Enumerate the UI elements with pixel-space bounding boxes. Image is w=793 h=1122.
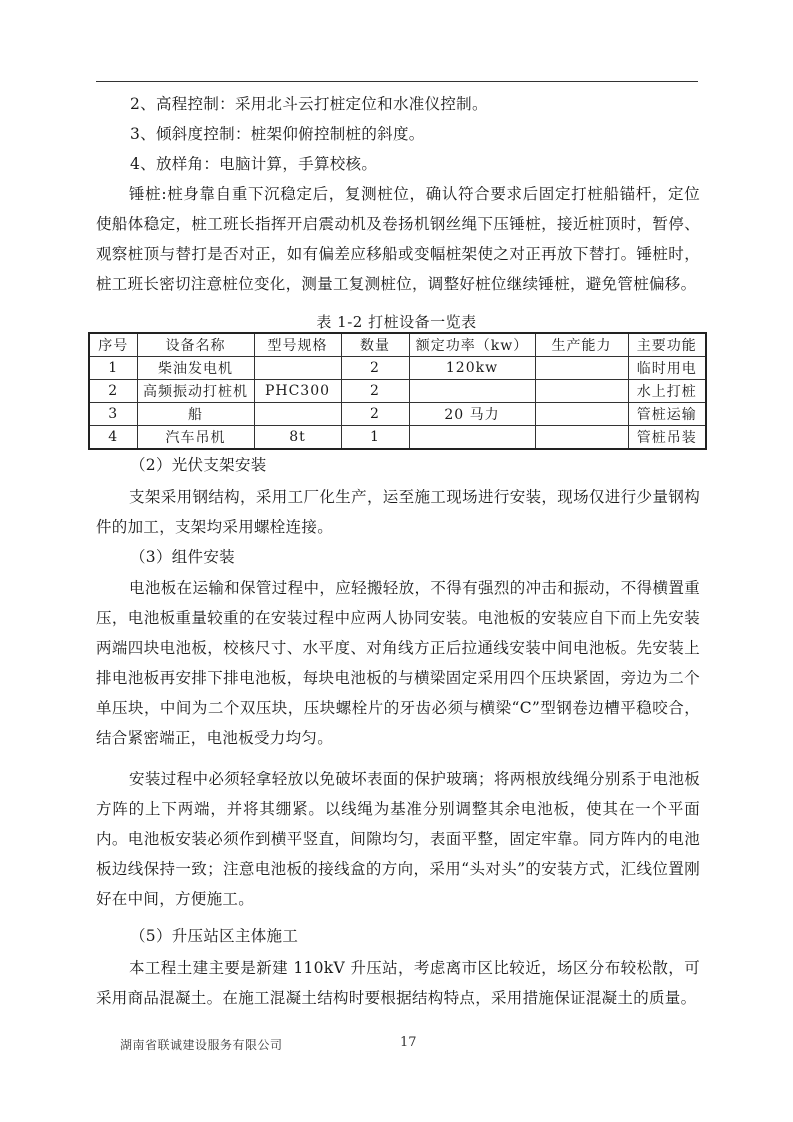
header-model: 型号规格 (254, 333, 341, 357)
table-row (89, 380, 706, 403)
header-index: 序号 (89, 333, 137, 357)
cell-equipment-name: 汽车吊机 (137, 426, 254, 450)
cell-function: 水上打桩 (628, 380, 706, 403)
header-function: 主要功能 (628, 333, 706, 357)
cell-index: 4 (89, 426, 137, 450)
cell-index: 1 (89, 357, 137, 380)
page-number: 17 (400, 1035, 417, 1050)
section-5-body: 本工程土建主要是新建 110kV 升压站，考虑离市区比较近，场区分布较松散，可采用商品混凝土。在施工混凝土结构时要根据结构特点，采用措施保证混凝土的质量。 (96, 959, 700, 1007)
item-elevation-control: 2、高程控制：采用北斗云打桩定位和水准仪控制。 (130, 95, 488, 113)
cell-capacity (535, 426, 628, 450)
cell-rated-power: 120kw (409, 357, 535, 380)
cell-rated-power (409, 380, 535, 403)
cell-rated-power (409, 426, 535, 450)
section-2-heading: （2）光伏支架安装 (130, 456, 267, 474)
item-layout-angle: 4、放样角：电脑计算，手算校核。 (130, 155, 378, 173)
header-capacity: 生产能力 (535, 333, 628, 357)
section-3-body-2: 安装过程中必须轻拿轻放以免破坏表面的保护玻璃；将两根放线绳分别系于电池板方阵的上下两端，并将其绷紧。以线绳为基准分别调整其余电池板，使其在一个平面内。电池板安装必须作到横平竖直，间隙均匀，表面平整，固定牢靠。同方阵内的电池板边线保持一致；注意电池板的接线盒的方向，采用“头对头”的安装方式，汇线位置刚好在中间，方便施工。 (96, 770, 700, 908)
footer-company: 湖南省联诚建设服务有限公司 (120, 1038, 283, 1052)
table-caption: 表 1-2 打桩设备一览表 (316, 313, 477, 331)
cell-capacity (535, 403, 628, 426)
table-row (89, 403, 706, 426)
cell-capacity (535, 357, 628, 380)
cell-index: 2 (89, 380, 137, 403)
cell-function: 管桩运输 (628, 403, 706, 426)
section-3-body-1: 电池板在运输和保管过程中，应轻搬轻放，不得有强烈的冲击和振动，不得横置重压，电池板重量较重的在安装过程中应两人协同安装。电池板的安装应自下而上先安装两端四块电池板，校核尺寸、水平度、对角线方正后拉通线安装中间电池板。先安装上排电池板再安排下排电池板，每块电池板的与横梁固定采用四个压块紧固，旁边为二个单压块，中间为二个双压块，压块螺栓片的牙齿必须与横梁“C”型钢卷边槽平稳咬合，结合紧密端正，电池板受力均匀。 (96, 579, 700, 747)
cell-function: 临时用电 (628, 357, 706, 380)
cell-quantity: 2 (341, 403, 409, 426)
cell-model: 8t (254, 426, 341, 450)
cell-rated-power: 20 马力 (409, 403, 535, 426)
cell-quantity: 2 (341, 357, 409, 380)
section-3-heading: （3）组件安装 (130, 548, 235, 566)
hammer-pile-paragraph: 锤桩:桩身靠自重下沉稳定后，复测桩位，确认符合要求后固定打桩船锚杆，定位使船体稳定，桩工班长指挥开启震动机及卷扬机钢丝绳下压锤桩，接近桩顶时，暂停、观察桩顶与替打是否对正，如有偏差应移船或变幅桩架使之对正再放下替打。锤桩时，桩工班长密切注意桩位变化，测量工复测桩位，调整好桩位继续锤桩，避免管桩偏移。 (96, 185, 700, 293)
header-quantity: 数量 (341, 333, 409, 357)
cell-index: 3 (89, 403, 137, 426)
item-tilt-control: 3、倾斜度控制：桩架仰俯控制桩的斜度。 (130, 125, 425, 143)
header-equipment-name: 设备名称 (137, 333, 254, 357)
cell-capacity (535, 380, 628, 403)
table-header-row (89, 333, 706, 357)
header-rated-power: 额定功率（kw） (409, 333, 535, 357)
cell-equipment-name: 高频振动打桩机 (137, 380, 254, 403)
cell-equipment-name: 船 (137, 403, 254, 426)
cell-model: PHC300 (254, 380, 341, 403)
header-rule (96, 81, 698, 82)
cell-function: 管桩吊装 (628, 426, 706, 450)
cell-model (254, 403, 341, 426)
cell-model (254, 357, 341, 380)
section-2-body: 支架采用钢结构，采用工厂化生产，运至施工现场进行安装，现场仅进行少量钢构件的加工，支架均采用螺栓连接。 (96, 488, 700, 536)
cell-equipment-name: 柴油发电机 (137, 357, 254, 380)
table-row (89, 426, 706, 450)
section-5-heading: （5）升压站区主体施工 (130, 927, 299, 945)
equipment-table (88, 332, 707, 450)
table-row (89, 357, 706, 380)
cell-quantity: 1 (341, 426, 409, 450)
cell-quantity: 2 (341, 380, 409, 403)
